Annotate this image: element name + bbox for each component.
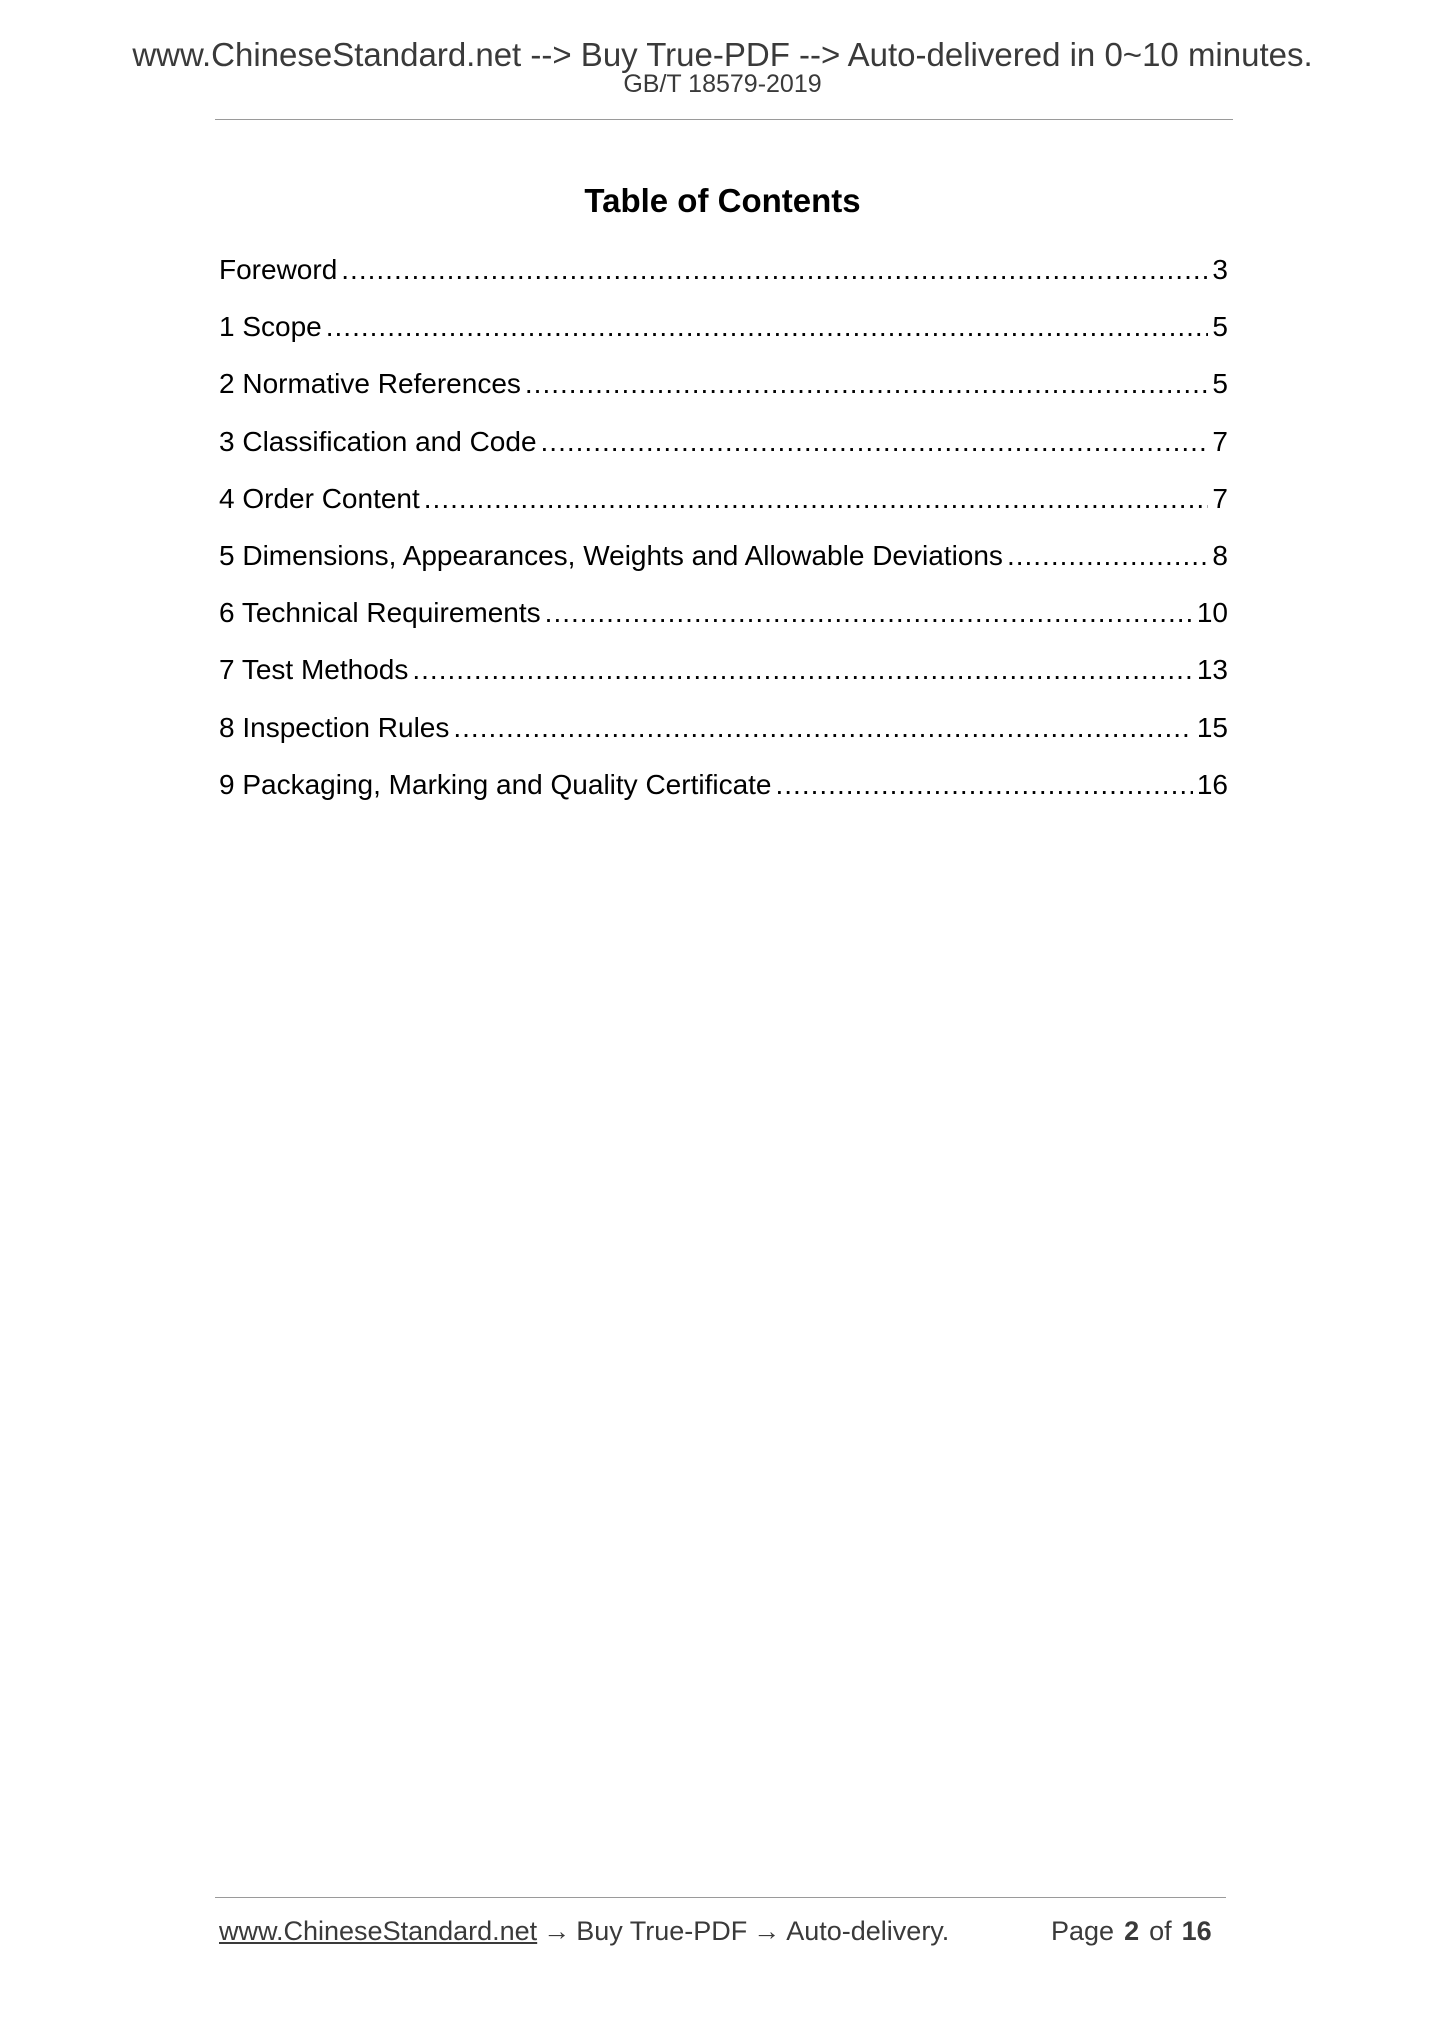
footer-delivery-text: Auto-delivery. — [786, 1916, 950, 1946]
toc-dot-leader — [545, 596, 1193, 630]
site-banner: www.ChineseStandard.net --> Buy True-PDF --> Auto-delivered in 0~10 minutes. — [132, 36, 1313, 73]
toc-entry-foreword[interactable] — [219, 253, 1228, 310]
toc-entry-normative-references[interactable] — [219, 367, 1228, 424]
toc-dot-leader — [776, 768, 1193, 802]
toc-entry-inspection-rules[interactable] — [219, 711, 1228, 768]
toc-entry-label: 7 Test Methods — [219, 654, 409, 686]
toc-entry-label: 8 Inspection Rules — [219, 711, 450, 743]
toc-dot-leader — [412, 653, 1192, 687]
toc-entry-page: 8 — [1212, 539, 1228, 571]
footer-promo — [219, 1918, 949, 1945]
page-indicator — [1051, 1918, 1222, 1945]
footer-divider — [215, 1897, 1226, 1898]
arrow-right-icon: → — [753, 1916, 781, 1946]
toc-entry-label: 4 Order Content — [219, 482, 420, 514]
arrow-right-icon: → — [543, 1916, 571, 1946]
toc-entry-page: 13 — [1196, 654, 1228, 686]
toc-entry-label: 3 Classification and Code — [219, 425, 537, 457]
toc-entry-page: 16 — [1196, 768, 1228, 800]
toc-entry-label: 5 Dimensions, Appearances, Weights and Allowable Deviations — [219, 539, 1003, 571]
toc-entry-page: 7 — [1212, 482, 1228, 514]
table-of-contents — [219, 253, 1228, 825]
of-word: of — [1149, 1916, 1172, 1946]
current-page-number: 2 — [1124, 1916, 1140, 1946]
toc-dot-leader — [341, 253, 1208, 287]
toc-entry-technical-requirements[interactable] — [219, 596, 1228, 653]
toc-dot-leader — [453, 711, 1192, 745]
toc-entry-label: 6 Technical Requirements — [219, 597, 541, 629]
toc-entry-page: 7 — [1212, 425, 1228, 457]
header-divider — [215, 119, 1233, 120]
toc-entry-test-methods[interactable] — [219, 653, 1228, 710]
toc-entry-page: 15 — [1196, 711, 1228, 743]
toc-dot-leader — [541, 425, 1209, 459]
toc-entry-label: 2 Normative References — [219, 368, 521, 400]
toc-entry-label: Foreword — [219, 254, 338, 285]
toc-dot-leader — [424, 482, 1209, 516]
toc-entry-packaging[interactable] — [219, 768, 1228, 825]
total-pages-number: 16 — [1181, 1916, 1212, 1946]
toc-dot-leader — [326, 310, 1209, 344]
toc-entry-order-content[interactable] — [219, 482, 1228, 539]
toc-entry-page: 3 — [1212, 254, 1228, 285]
toc-entry-classification-and-code[interactable] — [219, 425, 1228, 482]
toc-dot-leader — [1007, 539, 1208, 573]
toc-dot-leader — [525, 367, 1209, 401]
toc-entry-page: 10 — [1196, 597, 1228, 629]
toc-entry-scope[interactable] — [219, 310, 1228, 367]
toc-entry-dimensions[interactable] — [219, 539, 1228, 596]
toc-entry-label: 9 Packaging, Marking and Quality Certificate — [219, 768, 772, 800]
page-word: Page — [1051, 1916, 1115, 1946]
toc-entry-page: 5 — [1212, 368, 1228, 400]
toc-entry-page: 5 — [1212, 311, 1228, 343]
footer-site-link[interactable]: www.ChineseStandard.net — [219, 1916, 538, 1946]
footer-buy-text: Buy True-PDF — [576, 1916, 748, 1946]
toc-entry-label: 1 Scope — [219, 311, 322, 343]
toc-title: Table of Contents — [584, 182, 861, 219]
standard-code: GB/T 18579-2019 — [623, 70, 822, 98]
